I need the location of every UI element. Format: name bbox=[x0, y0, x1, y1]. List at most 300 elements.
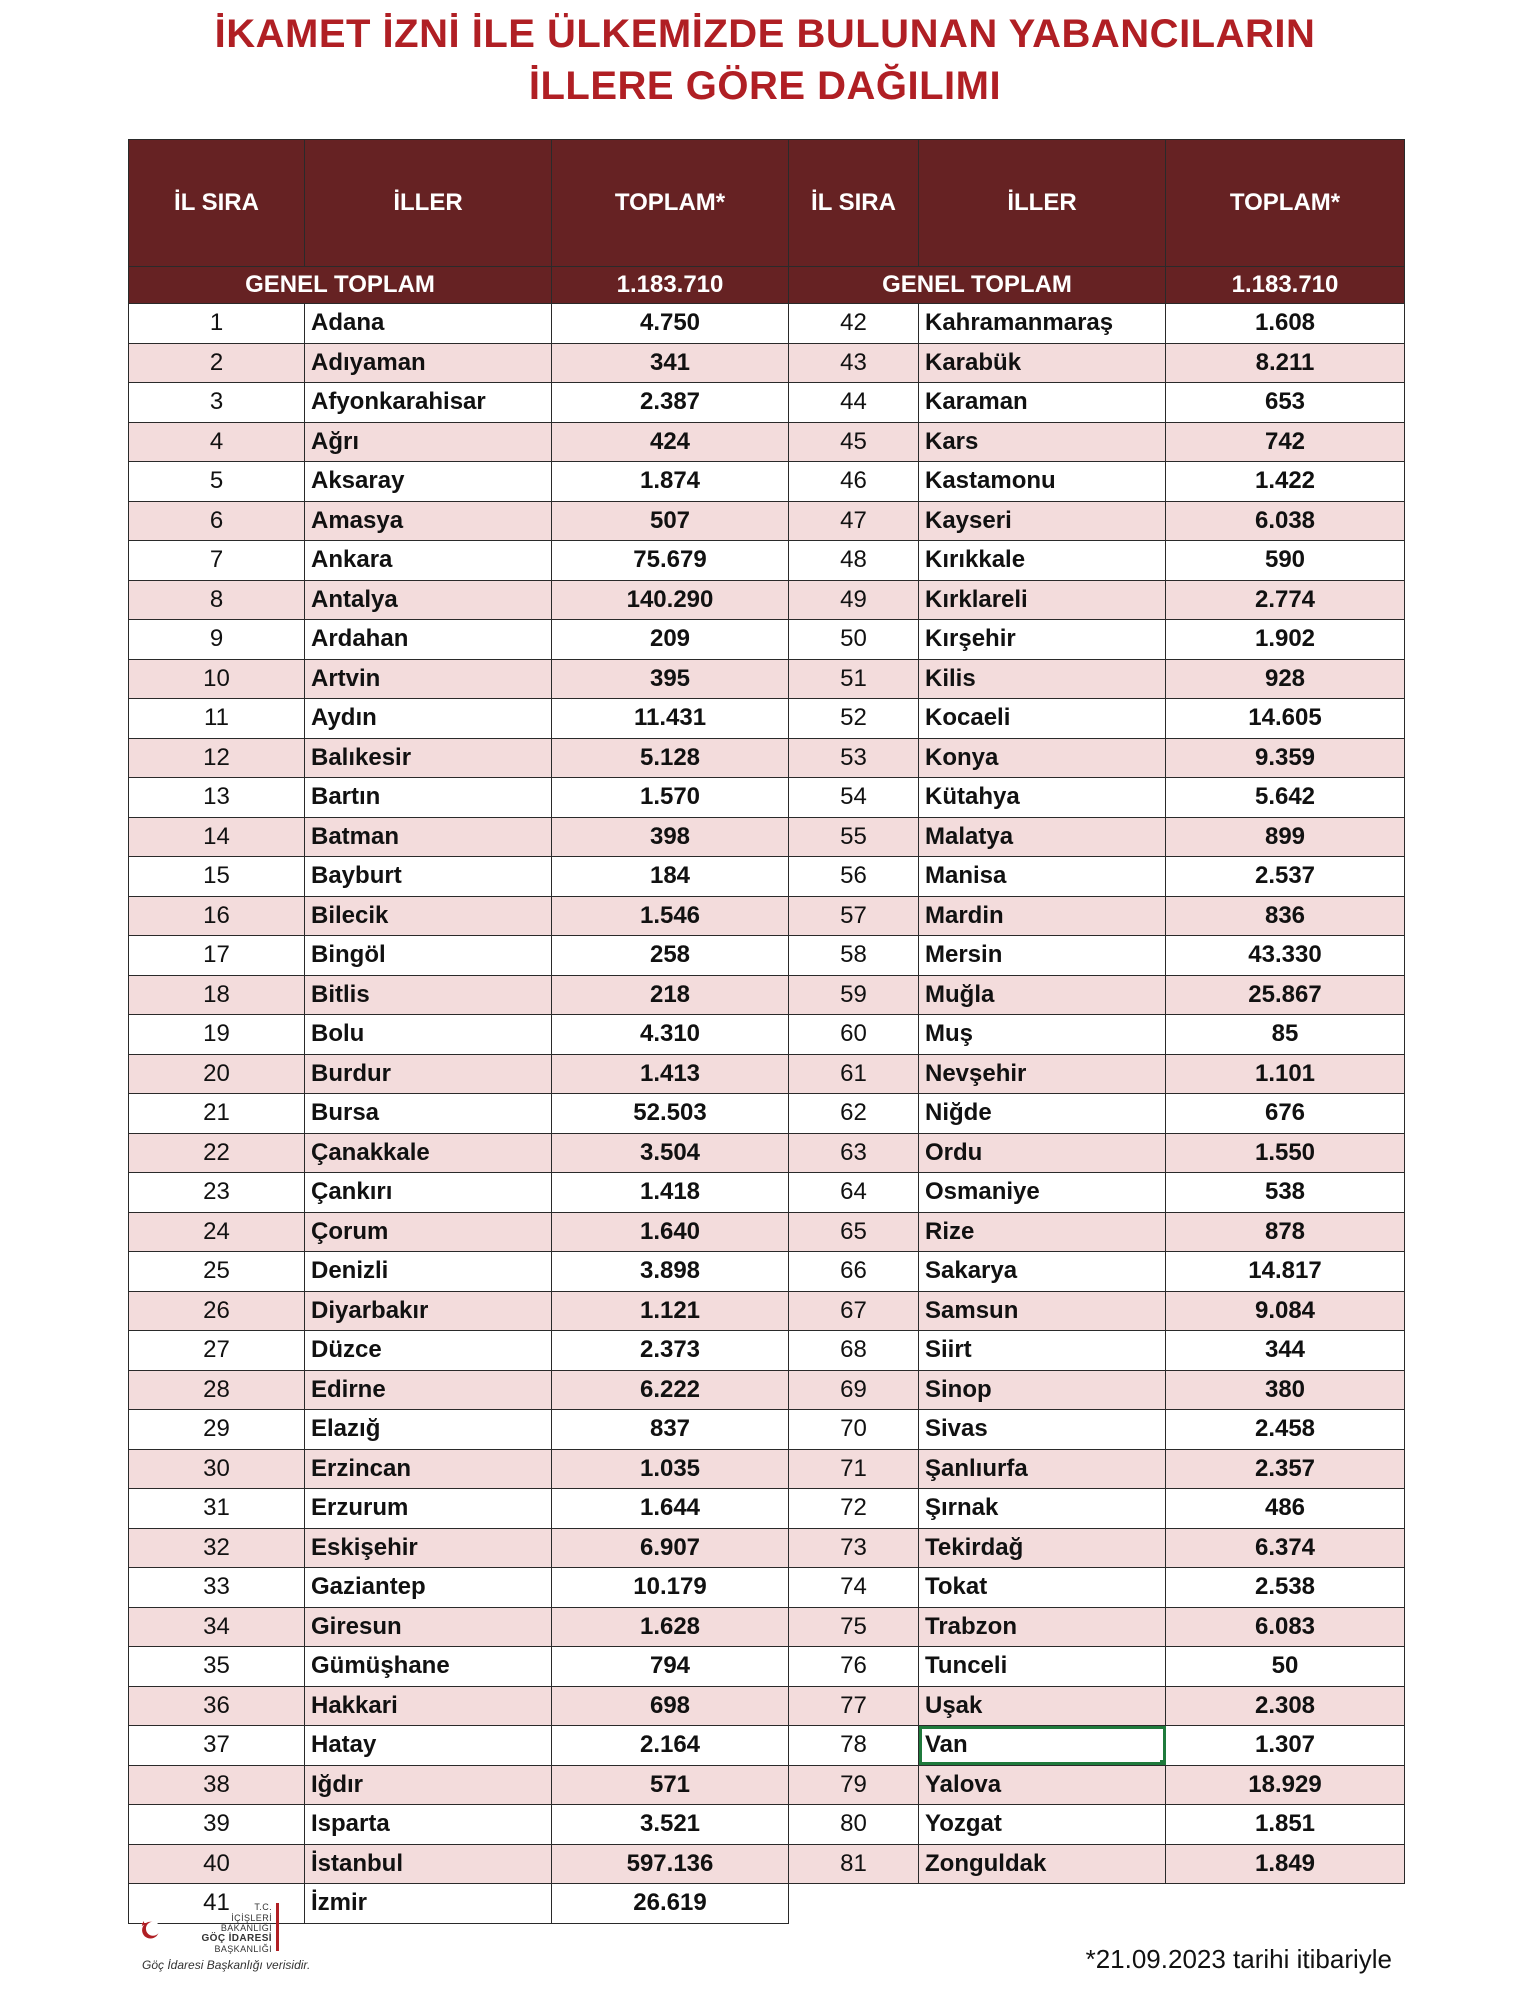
rank-cell[interactable]: 34 bbox=[129, 1607, 305, 1647]
total-cell[interactable]: 1.851 bbox=[1166, 1805, 1405, 1845]
total-cell[interactable]: 4.750 bbox=[552, 304, 789, 344]
province-cell[interactable]: Çanakkale bbox=[305, 1133, 552, 1173]
table-row bbox=[789, 1726, 1405, 1766]
total-cell[interactable]: 507 bbox=[552, 501, 789, 541]
total-cell[interactable]: 1.902 bbox=[1166, 620, 1405, 660]
province-cell[interactable]: Hakkari bbox=[305, 1686, 552, 1726]
total-cell[interactable]: 218 bbox=[552, 975, 789, 1015]
table-row bbox=[789, 1844, 1405, 1884]
rank-cell[interactable]: 67 bbox=[789, 1291, 919, 1331]
rank-cell[interactable]: 9 bbox=[129, 620, 305, 660]
province-cell[interactable]: Balıkesir bbox=[305, 738, 552, 778]
rank-cell[interactable]: 36 bbox=[129, 1686, 305, 1726]
grand-total-value: 1.183.710 bbox=[552, 267, 789, 304]
total-cell[interactable]: 742 bbox=[1166, 422, 1405, 462]
rank-cell[interactable]: 16 bbox=[129, 896, 305, 936]
total-cell[interactable]: 1.307 bbox=[1166, 1726, 1405, 1766]
province-cell[interactable]: Karaman bbox=[919, 383, 1166, 423]
total-cell[interactable]: 3.898 bbox=[552, 1252, 789, 1292]
total-cell[interactable]: 3.504 bbox=[552, 1133, 789, 1173]
total-cell[interactable]: 5.128 bbox=[552, 738, 789, 778]
table-row bbox=[129, 699, 789, 739]
rank-cell[interactable]: 72 bbox=[789, 1489, 919, 1529]
rank-cell[interactable]: 23 bbox=[129, 1173, 305, 1213]
rank-cell[interactable]: 42 bbox=[789, 304, 919, 344]
province-cell[interactable]: Iğdır bbox=[305, 1765, 552, 1805]
province-cell[interactable]: Mardin bbox=[919, 896, 1166, 936]
total-cell[interactable]: 2.308 bbox=[1166, 1686, 1405, 1726]
province-cell[interactable]: Batman bbox=[305, 817, 552, 857]
total-cell[interactable]: 1.035 bbox=[552, 1449, 789, 1489]
table-row bbox=[129, 541, 789, 581]
total-cell[interactable]: 2.458 bbox=[1166, 1410, 1405, 1450]
table-row bbox=[129, 778, 789, 818]
total-cell[interactable]: 1.121 bbox=[552, 1291, 789, 1331]
province-cell[interactable]: Sinop bbox=[919, 1370, 1166, 1410]
rank-cell[interactable]: 30 bbox=[129, 1449, 305, 1489]
rank-cell[interactable]: 33 bbox=[129, 1568, 305, 1608]
total-cell[interactable]: 18.929 bbox=[1166, 1765, 1405, 1805]
total-cell[interactable]: 1.413 bbox=[552, 1054, 789, 1094]
province-cell[interactable]: Denizli bbox=[305, 1252, 552, 1292]
table-row bbox=[129, 1449, 789, 1489]
province-cell[interactable]: Kars bbox=[919, 422, 1166, 462]
province-cell[interactable]: Ordu bbox=[919, 1133, 1166, 1173]
rank-cell[interactable]: 59 bbox=[789, 975, 919, 1015]
page-title bbox=[0, 8, 1530, 112]
total-cell[interactable]: 1.101 bbox=[1166, 1054, 1405, 1094]
total-cell[interactable]: 878 bbox=[1166, 1212, 1405, 1252]
rank-cell[interactable]: 17 bbox=[129, 936, 305, 976]
total-cell[interactable]: 344 bbox=[1166, 1331, 1405, 1371]
province-cell[interactable]: Bursa bbox=[305, 1094, 552, 1134]
province-cell[interactable]: Amasya bbox=[305, 501, 552, 541]
logo-line-4: BAŞKANLIĞI bbox=[214, 1944, 272, 1954]
total-cell[interactable]: 5.642 bbox=[1166, 778, 1405, 818]
rank-cell[interactable]: 70 bbox=[789, 1410, 919, 1450]
rank-cell[interactable]: 3 bbox=[129, 383, 305, 423]
rank-cell[interactable]: 49 bbox=[789, 580, 919, 620]
logo-line-2: İÇİŞLERİ BAKANLIĞI bbox=[220, 1912, 272, 1933]
table-row bbox=[129, 1528, 789, 1568]
total-cell[interactable]: 398 bbox=[552, 817, 789, 857]
rank-cell[interactable]: 19 bbox=[129, 1015, 305, 1055]
province-cell[interactable]: Mersin bbox=[919, 936, 1166, 976]
table-row bbox=[129, 936, 789, 976]
province-cell[interactable]: Kocaeli bbox=[919, 699, 1166, 739]
total-cell[interactable]: 395 bbox=[552, 659, 789, 699]
rank-cell[interactable]: 18 bbox=[129, 975, 305, 1015]
table-row bbox=[789, 383, 1405, 423]
province-cell[interactable]: Düzce bbox=[305, 1331, 552, 1371]
province-cell[interactable]: Van bbox=[919, 1726, 1166, 1766]
rank-cell[interactable]: 21 bbox=[129, 1094, 305, 1134]
total-cell[interactable]: 75.679 bbox=[552, 541, 789, 581]
province-cell[interactable]: Şırnak bbox=[919, 1489, 1166, 1529]
table-row bbox=[129, 1568, 789, 1608]
rank-cell[interactable]: 2 bbox=[129, 343, 305, 383]
rank-cell[interactable]: 22 bbox=[129, 1133, 305, 1173]
province-cell[interactable]: Yalova bbox=[919, 1765, 1166, 1805]
rank-cell[interactable]: 76 bbox=[789, 1647, 919, 1687]
rank-cell[interactable]: 50 bbox=[789, 620, 919, 660]
province-cell[interactable]: Ardahan bbox=[305, 620, 552, 660]
total-cell[interactable]: 1.644 bbox=[552, 1489, 789, 1529]
total-cell[interactable]: 50 bbox=[1166, 1647, 1405, 1687]
total-cell[interactable]: 52.503 bbox=[552, 1094, 789, 1134]
table-row bbox=[129, 1805, 789, 1845]
title-line-1: İKAMET İZNİ İLE ÜLKEMİZDE BULUNAN YABANCILARIN bbox=[214, 12, 1316, 56]
rank-cell[interactable]: 65 bbox=[789, 1212, 919, 1252]
rank-cell[interactable]: 80 bbox=[789, 1805, 919, 1845]
grand-total-label: GENEL TOPLAM bbox=[129, 267, 552, 304]
rank-cell[interactable]: 62 bbox=[789, 1094, 919, 1134]
rank-cell[interactable]: 24 bbox=[129, 1212, 305, 1252]
table-row bbox=[129, 620, 789, 660]
province-cell[interactable]: Sivas bbox=[919, 1410, 1166, 1450]
total-cell[interactable]: 538 bbox=[1166, 1173, 1405, 1213]
rank-cell[interactable]: 28 bbox=[129, 1370, 305, 1410]
rank-cell[interactable]: 53 bbox=[789, 738, 919, 778]
table-row bbox=[129, 1212, 789, 1252]
province-cell[interactable]: Nevşehir bbox=[919, 1054, 1166, 1094]
table-row bbox=[129, 1252, 789, 1292]
table-row bbox=[789, 1528, 1405, 1568]
rank-cell[interactable]: 60 bbox=[789, 1015, 919, 1055]
province-cell[interactable]: Kilis bbox=[919, 659, 1166, 699]
province-cell[interactable]: Ankara bbox=[305, 541, 552, 581]
province-cell[interactable]: Erzincan bbox=[305, 1449, 552, 1489]
province-cell[interactable]: Kütahya bbox=[919, 778, 1166, 818]
table-row bbox=[789, 1331, 1405, 1371]
province-cell[interactable]: Tunceli bbox=[919, 1647, 1166, 1687]
table-row bbox=[789, 1647, 1405, 1687]
province-cell[interactable]: Çankırı bbox=[305, 1173, 552, 1213]
province-cell[interactable]: Bilecik bbox=[305, 896, 552, 936]
total-cell[interactable]: 1.418 bbox=[552, 1173, 789, 1213]
province-cell[interactable]: Kırklareli bbox=[919, 580, 1166, 620]
table-row bbox=[789, 778, 1405, 818]
total-cell[interactable]: 1.546 bbox=[552, 896, 789, 936]
province-cell[interactable]: Ağrı bbox=[305, 422, 552, 462]
total-cell[interactable]: 2.357 bbox=[1166, 1449, 1405, 1489]
table-row bbox=[129, 1726, 789, 1766]
rank-cell[interactable]: 46 bbox=[789, 462, 919, 502]
rank-cell[interactable]: 74 bbox=[789, 1568, 919, 1608]
province-cell[interactable]: Hatay bbox=[305, 1726, 552, 1766]
total-cell[interactable]: 209 bbox=[552, 620, 789, 660]
rank-cell[interactable]: 55 bbox=[789, 817, 919, 857]
total-cell[interactable]: 11.431 bbox=[552, 699, 789, 739]
province-cell[interactable]: Bitlis bbox=[305, 975, 552, 1015]
province-cell[interactable]: Bartın bbox=[305, 778, 552, 818]
total-cell[interactable]: 14.605 bbox=[1166, 699, 1405, 739]
rank-cell[interactable]: 7 bbox=[129, 541, 305, 581]
total-cell[interactable]: 10.179 bbox=[552, 1568, 789, 1608]
table-row bbox=[789, 699, 1405, 739]
table-row bbox=[129, 422, 789, 462]
rank-cell[interactable]: 31 bbox=[129, 1489, 305, 1529]
table-row bbox=[129, 343, 789, 383]
province-cell[interactable]: Tekirdağ bbox=[919, 1528, 1166, 1568]
rank-cell[interactable]: 37 bbox=[129, 1726, 305, 1766]
province-cell[interactable]: Elazığ bbox=[305, 1410, 552, 1450]
table-row bbox=[129, 857, 789, 897]
table-row bbox=[789, 1568, 1405, 1608]
total-cell[interactable]: 6.374 bbox=[1166, 1528, 1405, 1568]
province-cell[interactable]: Diyarbakır bbox=[305, 1291, 552, 1331]
table-row bbox=[789, 1212, 1405, 1252]
table-row bbox=[129, 1054, 789, 1094]
rank-cell[interactable]: 32 bbox=[129, 1528, 305, 1568]
province-cell[interactable]: Adıyaman bbox=[305, 343, 552, 383]
total-cell[interactable]: 899 bbox=[1166, 817, 1405, 857]
rank-cell[interactable]: 20 bbox=[129, 1054, 305, 1094]
table-row bbox=[789, 738, 1405, 778]
table-body-left bbox=[129, 304, 789, 1924]
total-cell[interactable]: 85 bbox=[1166, 1015, 1405, 1055]
province-cell[interactable]: Karabük bbox=[919, 343, 1166, 383]
total-cell[interactable]: 6.222 bbox=[552, 1370, 789, 1410]
total-cell[interactable]: 2.774 bbox=[1166, 580, 1405, 620]
rank-cell[interactable]: 25 bbox=[129, 1252, 305, 1292]
province-cell[interactable]: Artvin bbox=[305, 659, 552, 699]
total-cell[interactable]: 3.521 bbox=[552, 1805, 789, 1845]
total-cell[interactable]: 597.136 bbox=[552, 1844, 789, 1884]
province-cell[interactable]: Uşak bbox=[919, 1686, 1166, 1726]
rank-cell[interactable]: 78 bbox=[789, 1726, 919, 1766]
rank-cell[interactable]: 40 bbox=[129, 1844, 305, 1884]
rank-cell[interactable]: 63 bbox=[789, 1133, 919, 1173]
province-cell[interactable]: Edirne bbox=[305, 1370, 552, 1410]
province-cell[interactable]: Kastamonu bbox=[919, 462, 1166, 502]
province-cell[interactable]: Manisa bbox=[919, 857, 1166, 897]
province-cell[interactable]: Gaziantep bbox=[305, 1568, 552, 1608]
total-cell[interactable]: 928 bbox=[1166, 659, 1405, 699]
total-cell[interactable]: 1.640 bbox=[552, 1212, 789, 1252]
total-cell[interactable]: 590 bbox=[1166, 541, 1405, 581]
province-cell[interactable]: Muş bbox=[919, 1015, 1166, 1055]
province-cell[interactable]: Kırşehir bbox=[919, 620, 1166, 660]
total-cell[interactable]: 8.211 bbox=[1166, 343, 1405, 383]
province-cell[interactable]: Gümüşhane bbox=[305, 1647, 552, 1687]
rank-cell[interactable]: 15 bbox=[129, 857, 305, 897]
rank-cell[interactable]: 71 bbox=[789, 1449, 919, 1489]
total-cell[interactable]: 25.867 bbox=[1166, 975, 1405, 1015]
total-cell[interactable]: 2.538 bbox=[1166, 1568, 1405, 1608]
province-cell[interactable]: Yozgat bbox=[919, 1805, 1166, 1845]
province-cell[interactable]: Erzurum bbox=[305, 1489, 552, 1529]
province-cell[interactable]: Bingöl bbox=[305, 936, 552, 976]
table-row bbox=[789, 975, 1405, 1015]
province-cell[interactable]: Sakarya bbox=[919, 1252, 1166, 1292]
total-cell[interactable]: 1.608 bbox=[1166, 304, 1405, 344]
province-cell[interactable]: Kayseri bbox=[919, 501, 1166, 541]
table-row bbox=[129, 659, 789, 699]
province-cell[interactable]: Aksaray bbox=[305, 462, 552, 502]
total-cell[interactable]: 184 bbox=[552, 857, 789, 897]
total-cell[interactable]: 653 bbox=[1166, 383, 1405, 423]
total-cell[interactable]: 6.907 bbox=[552, 1528, 789, 1568]
table-row bbox=[789, 462, 1405, 502]
table-row bbox=[789, 817, 1405, 857]
province-cell[interactable]: Rize bbox=[919, 1212, 1166, 1252]
rank-cell[interactable]: 66 bbox=[789, 1252, 919, 1292]
province-cell[interactable]: Isparta bbox=[305, 1805, 552, 1845]
total-cell[interactable]: 258 bbox=[552, 936, 789, 976]
total-cell[interactable]: 43.330 bbox=[1166, 936, 1405, 976]
rank-cell[interactable]: 10 bbox=[129, 659, 305, 699]
rank-cell[interactable]: 11 bbox=[129, 699, 305, 739]
rank-cell[interactable]: 4 bbox=[129, 422, 305, 462]
total-cell[interactable]: 1.874 bbox=[552, 462, 789, 502]
rank-cell[interactable]: 73 bbox=[789, 1528, 919, 1568]
table-row bbox=[789, 580, 1405, 620]
province-cell[interactable]: Şanlıurfa bbox=[919, 1449, 1166, 1489]
province-cell[interactable]: Malatya bbox=[919, 817, 1166, 857]
total-cell[interactable]: 4.310 bbox=[552, 1015, 789, 1055]
total-cell[interactable]: 9.359 bbox=[1166, 738, 1405, 778]
total-cell[interactable]: 14.817 bbox=[1166, 1252, 1405, 1292]
total-cell[interactable]: 424 bbox=[552, 422, 789, 462]
total-cell[interactable]: 2.164 bbox=[552, 1726, 789, 1766]
province-cell[interactable]: Siirt bbox=[919, 1331, 1166, 1371]
total-cell[interactable]: 9.084 bbox=[1166, 1291, 1405, 1331]
table-row bbox=[789, 1805, 1405, 1845]
title-line-2: İLLERE GÖRE DAĞILIMI bbox=[528, 64, 1002, 108]
rank-cell[interactable]: 41 bbox=[129, 1884, 305, 1924]
rank-cell[interactable]: 39 bbox=[129, 1805, 305, 1845]
fill-handle[interactable] bbox=[1160, 1760, 1166, 1766]
total-cell[interactable]: 26.619 bbox=[552, 1884, 789, 1924]
total-cell[interactable]: 836 bbox=[1166, 896, 1405, 936]
rank-cell[interactable]: 52 bbox=[789, 699, 919, 739]
province-cell[interactable]: Burdur bbox=[305, 1054, 552, 1094]
province-cell[interactable]: Afyonkarahisar bbox=[305, 383, 552, 423]
rank-cell[interactable]: 27 bbox=[129, 1331, 305, 1371]
rank-cell[interactable]: 47 bbox=[789, 501, 919, 541]
total-cell[interactable]: 140.290 bbox=[552, 580, 789, 620]
total-cell[interactable]: 1.550 bbox=[1166, 1133, 1405, 1173]
province-cell[interactable]: Çorum bbox=[305, 1212, 552, 1252]
province-cell[interactable]: Bolu bbox=[305, 1015, 552, 1055]
province-cell[interactable]: Tokat bbox=[919, 1568, 1166, 1608]
province-cell[interactable]: Kırıkkale bbox=[919, 541, 1166, 581]
province-cell[interactable]: Osmaniye bbox=[919, 1173, 1166, 1213]
table-row bbox=[789, 1410, 1405, 1450]
total-cell[interactable]: 1.570 bbox=[552, 778, 789, 818]
logo-caption: Göç İdaresi Başkanlığı verisidir. bbox=[142, 1958, 311, 1972]
rank-cell[interactable]: 69 bbox=[789, 1370, 919, 1410]
total-cell[interactable]: 2.537 bbox=[1166, 857, 1405, 897]
province-cell[interactable]: Niğde bbox=[919, 1094, 1166, 1134]
province-cell[interactable]: Samsun bbox=[919, 1291, 1166, 1331]
rank-cell[interactable]: 77 bbox=[789, 1686, 919, 1726]
rank-cell[interactable]: 29 bbox=[129, 1410, 305, 1450]
rank-cell[interactable]: 13 bbox=[129, 778, 305, 818]
total-cell[interactable]: 698 bbox=[552, 1686, 789, 1726]
rank-cell[interactable]: 54 bbox=[789, 778, 919, 818]
province-cell[interactable]: İstanbul bbox=[305, 1844, 552, 1884]
province-cell[interactable]: Zonguldak bbox=[919, 1844, 1166, 1884]
logo-text bbox=[200, 1902, 272, 1955]
rank-cell[interactable]: 45 bbox=[789, 422, 919, 462]
header-rank: İL SIRA bbox=[789, 140, 919, 267]
total-cell[interactable]: 571 bbox=[552, 1765, 789, 1805]
total-cell[interactable]: 6.083 bbox=[1166, 1607, 1405, 1647]
rank-cell[interactable]: 43 bbox=[789, 343, 919, 383]
province-cell[interactable]: Adana bbox=[305, 304, 552, 344]
province-cell[interactable]: İzmir bbox=[305, 1884, 552, 1924]
rank-cell[interactable]: 35 bbox=[129, 1647, 305, 1687]
rank-cell[interactable]: 51 bbox=[789, 659, 919, 699]
total-cell[interactable]: 1.422 bbox=[1166, 462, 1405, 502]
rank-cell[interactable]: 75 bbox=[789, 1607, 919, 1647]
rank-cell[interactable]: 57 bbox=[789, 896, 919, 936]
rank-cell[interactable]: 48 bbox=[789, 541, 919, 581]
total-cell[interactable]: 2.387 bbox=[552, 383, 789, 423]
rank-cell[interactable]: 1 bbox=[129, 304, 305, 344]
total-cell[interactable]: 1.628 bbox=[552, 1607, 789, 1647]
province-cell[interactable]: Trabzon bbox=[919, 1607, 1166, 1647]
logo-divider bbox=[276, 1903, 279, 1951]
table-row bbox=[789, 1173, 1405, 1213]
total-cell[interactable]: 2.373 bbox=[552, 1331, 789, 1371]
table-row bbox=[789, 1015, 1405, 1055]
total-cell[interactable]: 837 bbox=[552, 1410, 789, 1450]
rank-cell[interactable]: 79 bbox=[789, 1765, 919, 1805]
rank-cell[interactable]: 26 bbox=[129, 1291, 305, 1331]
province-cell[interactable]: Muğla bbox=[919, 975, 1166, 1015]
province-cell[interactable]: Konya bbox=[919, 738, 1166, 778]
rank-cell[interactable]: 38 bbox=[129, 1765, 305, 1805]
header-total: TOPLAM* bbox=[552, 140, 789, 267]
total-cell[interactable]: 676 bbox=[1166, 1094, 1405, 1134]
rank-cell[interactable]: 81 bbox=[789, 1844, 919, 1884]
province-cell[interactable]: Antalya bbox=[305, 580, 552, 620]
province-cell[interactable]: Aydın bbox=[305, 699, 552, 739]
table-row bbox=[129, 304, 789, 344]
total-cell[interactable]: 794 bbox=[552, 1647, 789, 1687]
table-row bbox=[789, 1094, 1405, 1134]
rank-cell[interactable]: 56 bbox=[789, 857, 919, 897]
table-row bbox=[789, 501, 1405, 541]
rank-cell[interactable]: 44 bbox=[789, 383, 919, 423]
rank-cell[interactable]: 64 bbox=[789, 1173, 919, 1213]
rank-cell[interactable]: 6 bbox=[129, 501, 305, 541]
table-row bbox=[789, 1489, 1405, 1529]
table-left bbox=[128, 139, 789, 1924]
table-row bbox=[129, 1133, 789, 1173]
total-cell[interactable]: 486 bbox=[1166, 1489, 1405, 1529]
province-cell[interactable]: Eskişehir bbox=[305, 1528, 552, 1568]
total-cell[interactable]: 1.849 bbox=[1166, 1844, 1405, 1884]
total-cell[interactable]: 6.038 bbox=[1166, 501, 1405, 541]
rank-cell[interactable]: 5 bbox=[129, 462, 305, 502]
province-cell[interactable]: Bayburt bbox=[305, 857, 552, 897]
rank-cell[interactable]: 61 bbox=[789, 1054, 919, 1094]
province-cell[interactable]: Kahramanmaraş bbox=[919, 304, 1166, 344]
rank-cell[interactable]: 14 bbox=[129, 817, 305, 857]
table-row bbox=[789, 304, 1405, 344]
province-cell[interactable]: Giresun bbox=[305, 1607, 552, 1647]
rank-cell[interactable]: 12 bbox=[129, 738, 305, 778]
total-cell[interactable]: 341 bbox=[552, 343, 789, 383]
rank-cell[interactable]: 58 bbox=[789, 936, 919, 976]
rank-cell[interactable]: 8 bbox=[129, 580, 305, 620]
rank-cell[interactable]: 68 bbox=[789, 1331, 919, 1371]
total-cell[interactable]: 380 bbox=[1166, 1370, 1405, 1410]
